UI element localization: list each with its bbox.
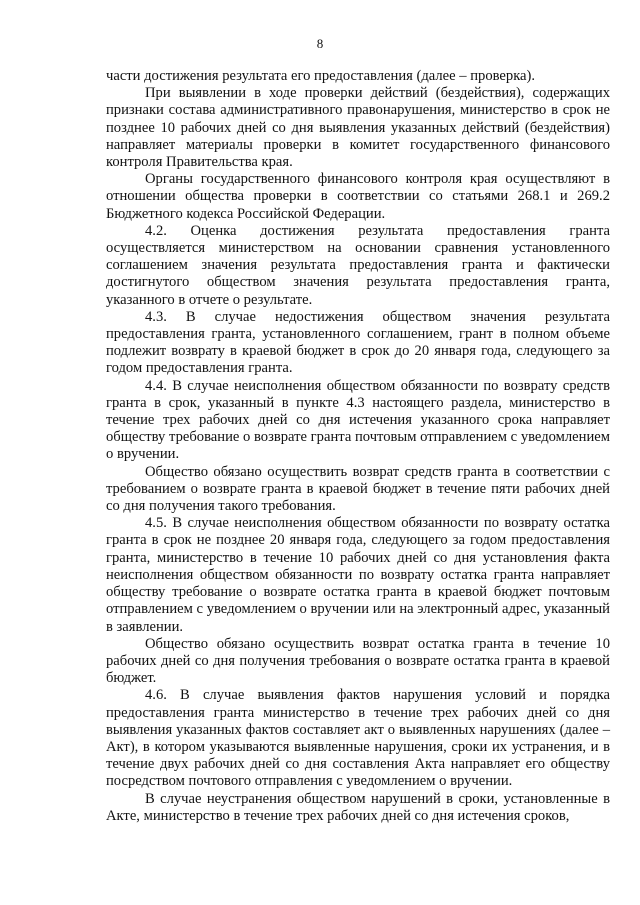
paragraph-4-5: 4.5. В случае неисполнения обществом обязанности по возврату остатка гранта в срок не позднее 20 января года, следующего за годом предоставления гранта, министерство в течение 10 рабочих дней со дня установления факта неисполнения обществом обязанности по возврату остатка гранта направляет обществу требование о возврате остатка гранта в краевой бюджет почтовым отправлением с уведомлением о вручении или на электронный адрес, указанный в заявлении.	[106, 515, 610, 635]
paragraph-4-4: 4.4. В случае неисполнения обществом обязанности по возврату средств гранта в срок, указанный в пункте 4.3 настоящего раздела, министерство в течение трех рабочих дней со дня истечения указанного срока направляет обществу требование о возврате гранта почтовым отправлением с уведомлением о вручении.	[106, 377, 610, 463]
paragraph-continuation: части достижения результата его предоставления (далее – проверка).	[106, 68, 536, 84]
paragraph-4-6: 4.6. В случае выявления фактов нарушения условий и порядка предоставления гранта министерство в течение трех рабочих дней со дня выявления указанных фактов составляет акт о выявленных нарушениях (далее – Акт), в котором указываются выявленные нарушения, сроки их устранения, и в течение двух рабочих дней со дня составления Акта направляет его обществу посредством почтового отправления с уведомлением о вручении.	[106, 687, 610, 790]
paragraph-financial-control: Органы государственного финансового контроля края осуществляют в отношении общества проверки в соответствии со статьями 268.1 и 269.2 Бюджетного кодекса Российской Федерации.	[106, 171, 610, 222]
paragraph-act-violations: В случае неустранения обществом нарушений в сроки, установленные в Акте, министерство в течение трех рабочих дней со дня истечения сроков,	[106, 790, 610, 824]
document-body	[106, 68, 610, 825]
paragraph-4-3: 4.3. В случае недостижения обществом значения результата предоставления гранта, установленного соглашением, грант в полном объеме подлежит возврату в краевой бюджет в срок до 20 января года, следующего за годом предоставления гранта.	[106, 308, 610, 377]
paragraph-grant-return: Общество обязано осуществить возврат средств гранта в соответствии с требованием о возврате гранта в краевой бюджет в течение пяти рабочих дней со дня получения такого требования.	[106, 463, 610, 515]
page-number: 8	[316, 36, 324, 51]
paragraph-violation-materials: При выявлении в ходе проверки действий (бездействия), содержащих признаки состава административного правонарушения, министерство в срок не позднее 10 рабочих дней со дня выявления указанных действий (бездействия) направляет материалы проверки в комитет государственного финансового контроля Правительства края.	[106, 85, 610, 171]
paragraph-4-2: 4.2. Оценка достижения результата предоставления гранта осуществляется министерством на основании сравнения установленного соглашением значения результата предоставления гранта и фактически достигнутого обществом значения результата предоставления гранта, указанного в отчете о результате.	[106, 222, 610, 308]
paragraph-remainder-return: Общество обязано осуществить возврат остатка гранта в течение 10 рабочих дней со дня получения требования о возврате остатка гранта в краевой бюджет.	[106, 635, 610, 687]
